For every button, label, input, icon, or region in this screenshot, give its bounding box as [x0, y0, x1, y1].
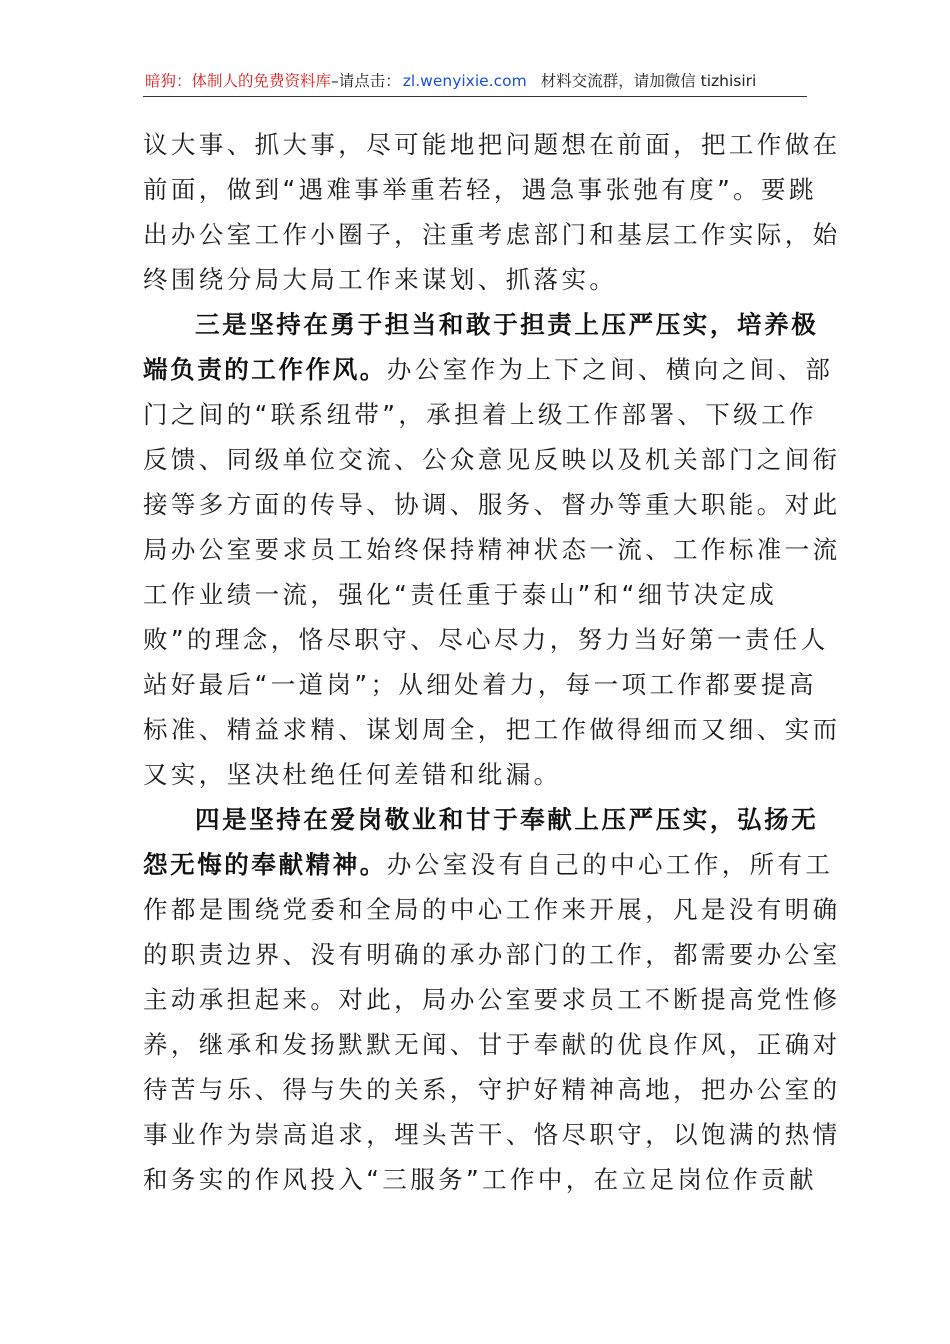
text-line: 事业作为崇高追求，埋头苦干、恪尽职守，以饱满的热情 — [143, 1120, 841, 1149]
text-line — [143, 347, 834, 392]
header-brand: 暗狗：体制人的免费资料库 — [145, 72, 332, 90]
text-line: 养，继承和发扬默默无闻、甘于奉献的优良作风，正确对 — [143, 1030, 841, 1059]
header-divider — [143, 96, 807, 97]
header-contact: 材料交流群，请加微信 tizhisiri — [540, 72, 757, 90]
text-line: 败”的理念，恪尽职守、尽心尽力，努力当好第一责任人 — [143, 625, 829, 654]
page-header — [145, 68, 805, 94]
paragraph-heading: 四是坚持在爱岗敬业和甘于奉献上压严压实，弘扬无 — [195, 805, 819, 834]
text-line: 主动承担起来。对此，局办公室要求员工不断提高党性修 — [143, 985, 841, 1014]
text-line: 局办公室要求员工始终保持精神状态一流、工作标准一流 — [143, 535, 841, 564]
text-line: 又实，坚决杜绝任何差错和纰漏。 — [143, 760, 562, 789]
text-line: 和务实的作风投入“三服务”工作中，在立足岗位作贡献 — [143, 1165, 817, 1194]
paragraph-heading-continued: 怨无悔的奉献精神。 — [143, 850, 387, 879]
text-line: 反馈、同级单位交流、公众意见反映以及机关部门之间衔 — [143, 445, 841, 474]
paragraph-heading-continued: 端负责的工作作风。 — [143, 355, 387, 384]
text-line: 前面，做到“遇难事举重若轻，遇急事张弛有度”。要跳 — [143, 175, 817, 204]
header-url-link[interactable]: zl.wenyixie.com — [402, 72, 527, 90]
text-line: 议大事、抓大事，尽可能地把问题想在前面，把工作做在 — [143, 130, 841, 159]
text-line: 待苦与乐、得与失的关系，守护好精神高地，把办公室的 — [143, 1075, 841, 1104]
text-line: 的职责边界、没有明确的承办部门的工作，都需要办公室 — [143, 940, 841, 969]
text-line: 终围绕分局大局工作来谋划、抓落实。 — [143, 265, 618, 294]
document-body — [143, 122, 841, 1202]
paragraph-heading: 三是坚持在勇于担当和敢于担责上压严压实，培养极 — [195, 310, 819, 339]
text-line: 接等多方面的传导、协调、服务、督办等重大职能。对此 — [143, 490, 841, 519]
text-fragment: 办公室作为上下之间、横向之间、部 — [386, 355, 834, 384]
text-fragment: 办公室没有自己的中心工作，所有工 — [386, 850, 834, 879]
header-click-label: –请点击： — [331, 72, 401, 90]
text-line: 门之间的“联系纽带”，承担着上级工作部署、下级工作 — [143, 400, 817, 429]
text-line — [143, 842, 834, 887]
text-line: 作都是围绕党委和全局的中心工作来开展，凡是没有明确 — [143, 895, 841, 924]
text-line: 标准、精益求精、谋划周全，把工作做得细而又细、实而 — [143, 715, 841, 744]
text-line: 工作业绩一流，强化“责任重于泰山”和“细节决定成 — [143, 580, 778, 609]
text-line: 站好最后“一道岗”；从细处着力，每一项工作都要提高 — [143, 670, 817, 699]
text-line: 出办公室工作小圈子，注重考虑部门和基层工作实际，始 — [143, 220, 841, 249]
